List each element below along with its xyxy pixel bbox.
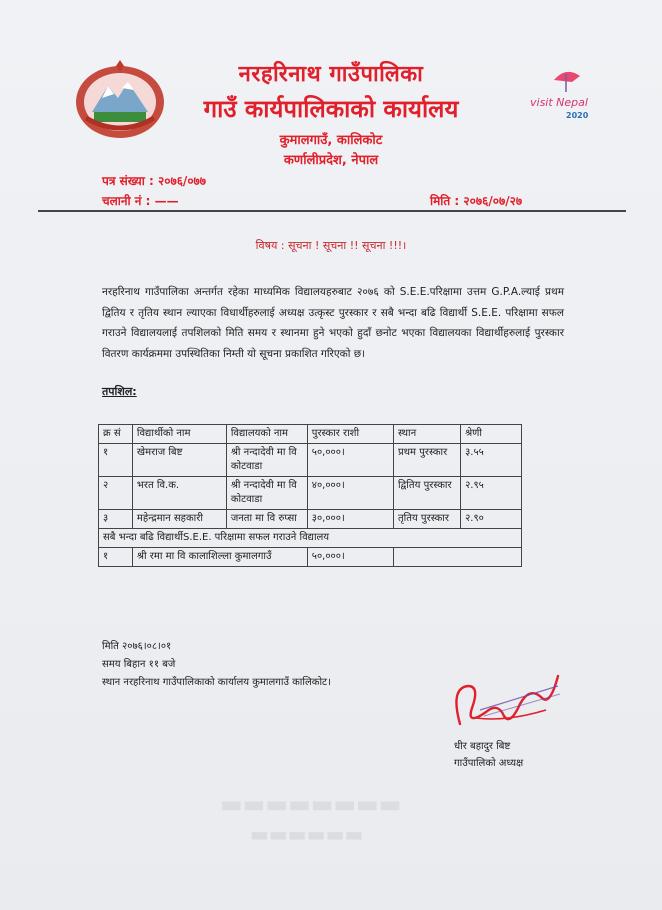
col-header-rank: स्थान [393,425,460,444]
cell-grade: ३.५५ [461,444,522,477]
results-table [98,424,522,567]
cell-school: श्री नन्दादेवी मा वि कोटवाडा [226,444,307,477]
cell-name: भरत वि.क. [132,477,226,510]
bleed-through-decoration: ▬▬▬▬▬▬ [250,822,364,846]
org-name-line-1: नरहरिनाथ गाउँपालिका [238,62,424,87]
table-row [99,548,522,567]
cell-school: जनता मा वि रुप्सा [226,510,307,529]
visit-nepal-2020-logo [526,64,612,124]
cell-grade: २.९० [461,510,522,529]
bleed-through-decoration: ▬▬▬▬▬▬▬▬ [220,790,402,818]
col-header-grade: श्रेणी [461,425,522,444]
org-province: कर्णालीप्रदेश, नेपाल [283,153,379,168]
table-header-row [99,425,522,444]
col-header-name: विद्यार्थीको नाम [132,425,226,444]
program-time: समय बिहान ११ बजे [102,659,176,670]
cell-name: महेन्द्रमान सहकारी [132,510,226,529]
school-award-title: सबै भन्दा बढि विद्यार्थीS.E.E. परिक्षामा सफल गराउने विद्यालय [99,529,522,548]
col-header-school: विद्यालयको नाम [226,425,307,444]
chalani-number: चलानी नं : —— [102,194,179,208]
cell-sn: ३ [99,510,133,529]
notice-body: नरहरिनाथ गाउँपालिका अन्तर्गत रहेका माध्यमिक विद्यालयहरुबाट २०७६ को S.E.E.परिक्षामा उत्तम G.P.A.ल्याई प्रथम द्वितिय र तृतिय स्थान ल्याएका विधार्थीहरुलाई अध्यक्ष उत्कृस्ट पुरस्कार र सबै भन्दा बढि विद्यार्थी S.E.E. परिक्षामा सफल गराउने विद्यालयलाई तपशिलको मिति समय र स्थानमा हुने भएको हुदाँ छनोट भएका विद्यालयका विद्यार्थीहरुलाई पुरस्कार वितरण कार्यक्रममा उपस्थितिका निम्ती यो सूचना प्रकाशित गरिएको छ। [102,286,564,360]
cell-sn: १ [99,548,133,567]
signatory-name: धीर बहादुर बिष्ट [454,741,511,752]
cell-amount: ४०,०००। [307,477,393,510]
signatory-title: गाउँपालिकाे अध्यक्ष [454,758,524,769]
header-divider [38,210,626,212]
cell-amount: ५०,०००। [307,548,393,567]
cell-empty [393,548,521,567]
cell-amount: ५०,०००। [307,444,393,477]
col-header-sn: क्र सं [99,425,133,444]
cell-rank: प्रथम पुरस्कार [393,444,460,477]
cell-school: श्री नन्दादेवी मा वि कोटवाडा [226,477,307,510]
program-date: मिति २०७६।०८।०१ [102,641,172,652]
subject-line: विषय : सूचना ! सूचना !! सूचना !!!। [255,239,407,252]
cell-school: श्री रमा मा वि कालाशिल्ला कुमालगाउँ [132,548,307,567]
patra-sankhya: पत्र संख्या : २०७६/०७७ [102,174,207,188]
official-stamp [474,680,564,720]
letter-date: मिति : २०७६/०७/२७ [430,194,523,208]
table-row [99,444,522,477]
tapsil-heading: तपशिल: [102,385,137,398]
table-span-row [99,529,522,548]
org-name-line-2: गाउँ कार्यपालिकाको कार्यालय [203,95,459,123]
cell-sn: २ [99,477,133,510]
cell-grade: २.९५ [461,477,522,510]
cell-amount: ३०,०००। [307,510,393,529]
visit-logo-year: 2020 [566,111,589,120]
table-row [99,477,522,510]
visit-logo-text: visit Nepal [530,96,588,109]
cell-name: खेमराज बिष्ट [132,444,226,477]
cell-rank: तृतिय पुरस्कार [393,510,460,529]
col-header-amount: पुरस्कार राशी [307,425,393,444]
cell-rank: द्वितिय पुरस्कार [393,477,460,510]
cell-sn: १ [99,444,133,477]
org-address: कुमालगाउँ, कालिकोट [279,133,383,148]
table-row [99,510,522,529]
program-place: स्थान नरहरिनाथ गाउँपालिकाको कार्यालय कुमालगाउँ कालिकोट। [102,677,331,688]
